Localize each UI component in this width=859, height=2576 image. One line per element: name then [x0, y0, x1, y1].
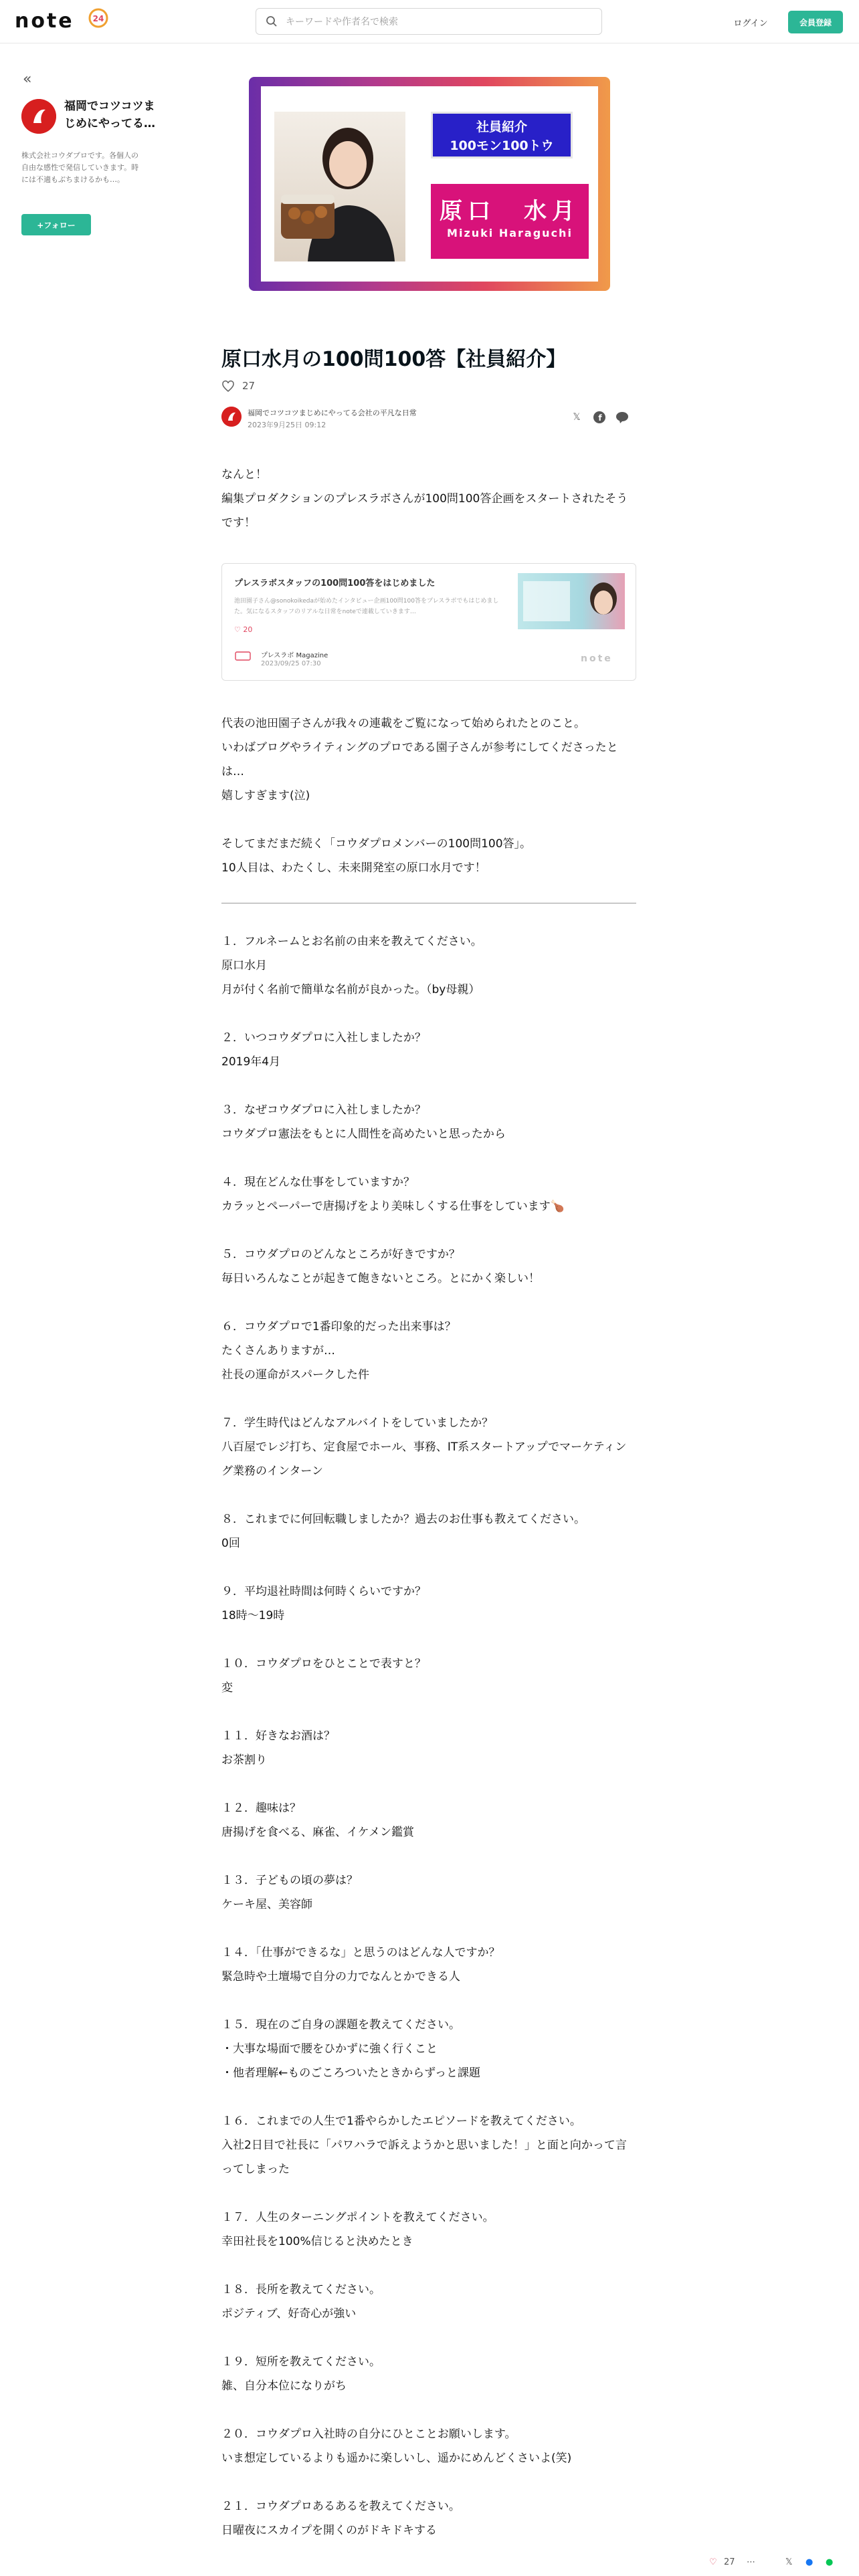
login-button[interactable]: ログイン: [723, 11, 779, 33]
answer: 八百屋でレジ打ち、定食屋でホール、事務、IT系スタートアップでマーケティング業務のインターン: [221, 1440, 627, 1478]
x-share-icon[interactable]: 𝕏: [573, 412, 581, 423]
card-magazine-name[interactable]: プレスラボ Magazine: [261, 652, 328, 659]
embedded-article-card[interactable]: [221, 563, 636, 681]
question: ３．なぜコウダプロに入社しましたか？: [221, 1103, 426, 1117]
hero-tag1-line1: 社員紹介: [476, 120, 527, 134]
footer-x-icon[interactable]: 𝕏: [785, 2557, 793, 2567]
intro-line: 編集プロダクションのプレスラボさんが100問100答企画をスタートされたそうです！: [221, 492, 628, 530]
bottom-action-bar: [698, 2549, 859, 2576]
creator-description: 株式会社コウダプロです。各個人の自由な感性で発信していきます。時には不適もぶちまけるかも…。: [21, 151, 139, 184]
qa-item: [221, 1026, 638, 1074]
publish-date: 2023年9月25日 09:12: [248, 421, 326, 429]
question: １９．短所を教えてください。: [221, 2355, 381, 2369]
qa-item: [221, 1724, 638, 1772]
question: ２．いつコウダプロに入社しましたか？: [221, 1031, 426, 1045]
question: １０．コウダプロをひとことで表すと？: [221, 1657, 426, 1671]
card-like-number: 20: [243, 625, 253, 634]
answer: 0回: [221, 1537, 240, 1550]
follow-button[interactable]: +フォロー: [21, 214, 91, 235]
question: ５．コウダプロのどんなところが好きですか？: [221, 1248, 460, 1261]
question: １８．長所を教えてください。: [221, 2283, 381, 2296]
answer: 18時〜19時: [221, 1609, 285, 1622]
footer-like-count: 27: [724, 2557, 735, 2567]
qa-item: [221, 1652, 638, 1700]
hero-name-plate: [431, 184, 589, 259]
card-thumbnail: [518, 573, 625, 629]
answer: ポジティブ、好奇心が強い: [221, 2307, 357, 2321]
answer: ・他者理解←ものごころついたときからずっと課題: [221, 2066, 481, 2080]
question: ２０．コウダプロ入社時の自分にひとことお願いします。: [221, 2428, 516, 2441]
question: ７．学生時代はどんなアルバイトをしていましたか？: [221, 1416, 494, 1430]
eyecatch-frame: [261, 86, 598, 282]
answer: 毎日いろんなことが起きて飽きないところ。とにかく楽しい！: [221, 1272, 540, 1285]
article-intro: [221, 463, 638, 535]
qa-list: [221, 930, 638, 2567]
magazine-icon: [234, 651, 252, 661]
qa-item: [221, 1098, 638, 1146]
answer: 幸田社長を100%信じると決めたとき: [221, 2235, 413, 2248]
body-line: 10人目は、わたくし、未来開発室の原口水月です！: [221, 861, 486, 875]
question: １５．現在のご自身の課題を教えてください。: [221, 2018, 460, 2032]
question: １４．「仕事ができるな」と思うのはどんな人ですか？: [221, 1946, 500, 1959]
answer: コウダプロ憲法をもとに人間性を高めたいと思ったから: [221, 1128, 506, 1141]
footer-comment-icon[interactable]: ⋯: [747, 2557, 755, 2567]
body-line: 代表の池田園子さんが我々の連載をご覧になって始められたとのこと。: [221, 717, 585, 730]
answer: ・大事な場面で腰をひかずに強く行くこと: [221, 2042, 438, 2056]
card-like-count: ♡ 20: [234, 625, 253, 634]
search-box[interactable]: [256, 8, 602, 35]
question: ６．コウダプロで1番印象的だった出来事は？: [221, 1320, 456, 1333]
qa-item: [221, 930, 638, 1002]
question: ４．現在どんな仕事をしていますか？: [221, 1176, 415, 1189]
hero-name-jp: 原口 水月: [440, 198, 580, 225]
qa-item: [221, 1507, 638, 1555]
answer: 緊急時や土壇場で自分の力でなんとかできる人: [221, 1970, 460, 1983]
question: １．フルネームとお名前の由来を教えてください。: [221, 935, 482, 948]
question: ８．これまでに何回転職しましたか？過去のお仕事も教えてください。: [221, 1513, 585, 1526]
footer-heart-icon[interactable]: ♡: [709, 2557, 717, 2567]
answer: 月が付く名前で簡単な名前が良かった。（by母親）: [221, 983, 480, 996]
answer: お茶割り: [221, 1753, 267, 1767]
qa-item: [221, 1243, 638, 1291]
answer: 雑、自分本位になりがち: [221, 2379, 347, 2393]
qa-item: [221, 1868, 638, 1917]
note-logo[interactable]: note: [15, 9, 74, 33]
site-header: [0, 0, 859, 43]
qa-item: [221, 2494, 638, 2543]
hero-tag1-line2: 100モン100トウ: [450, 138, 554, 153]
answer: 唐揚げを食べる、麻雀、イケメン鑑賞: [221, 1826, 414, 1839]
intro-line: なんと！: [221, 468, 267, 481]
question: １１．好きなお酒は？: [221, 1729, 335, 1743]
portrait-photo: [274, 112, 405, 261]
question: ２１．コウダプロあるあるを教えてください。: [221, 2500, 460, 2513]
question: １７．人生のターニングポイントを教えてください。: [221, 2211, 494, 2224]
footer-facebook-icon[interactable]: ●: [805, 2557, 814, 2567]
card-description: 池田園子さん@sonokoikedaが始めたインタビュー企画100問100答をプレスラボでもはじめました。気になるスタッフのリアルな日常をnoteで連載していきます…: [234, 598, 499, 615]
card-note-logo: note: [581, 653, 613, 664]
like-count: 27: [242, 380, 256, 392]
body-line: [221, 808, 638, 832]
answer: 変: [221, 1681, 233, 1695]
body-line: そしてまだまだ続く「コウダプロメンバーの100問100答」。: [221, 837, 532, 851]
article-after-card: [221, 712, 638, 880]
hero-name-en: Mizuki Haraguchi: [447, 227, 573, 239]
facebook-share-icon[interactable]: [593, 411, 606, 424]
creator-name[interactable]: 福岡でコツコツまじめにやってる…: [64, 100, 155, 130]
svg-text:24: 24: [92, 14, 104, 23]
search-input[interactable]: [284, 13, 581, 31]
qa-item: [221, 2013, 638, 2085]
body-line: 嬉しすぎます(泣): [221, 789, 310, 802]
qa-item: [221, 1580, 638, 1628]
anniversary-badge-icon: [88, 8, 108, 28]
card-title: プレスラボスタッフの100問100答をはじめました: [234, 578, 436, 588]
qa-item: [221, 2350, 638, 2398]
answer: 2019年4月: [221, 1055, 281, 1069]
answer: たくさんありますが…: [221, 1344, 335, 1358]
answer: ケーキ屋、美容師: [221, 1898, 312, 1911]
collapse-sidebar-icon[interactable]: «: [23, 71, 32, 88]
qa-item: [221, 1315, 638, 1387]
line-share-icon[interactable]: [615, 411, 629, 424]
question: １３．子どもの頃の夢は？: [221, 1874, 358, 1887]
author-name[interactable]: 福岡でコツコツまじめにやってる会社の平凡な日常: [248, 409, 417, 417]
answer: 日曜夜にスカイプを開くのがドキドキする: [221, 2524, 437, 2537]
article-title: 原口水月の100問100答【社員紹介】: [221, 348, 567, 371]
answer: いま想定しているよりも遥かに楽しいし、遥かにめんどくさいよ(笑): [221, 2452, 572, 2465]
footer-line-icon[interactable]: ●: [826, 2557, 834, 2567]
question: １６．これまでの人生で1番やらかしたエピソードを教えてください。: [221, 2115, 581, 2128]
heart-icon[interactable]: [221, 380, 235, 393]
body-line: いわばブログやライティングのプロである園子さんが参考にしてくださったとは…: [221, 741, 618, 778]
search-icon: [266, 15, 278, 27]
qa-item: [221, 1170, 638, 1218]
qa-item: [221, 1411, 638, 1483]
answer: 社長の運命がスパークした件: [221, 1368, 369, 1382]
qa-item: [221, 2206, 638, 2254]
card-date: 2023/09/25 07:30: [261, 660, 321, 667]
qa-item: [221, 1941, 638, 1989]
question: ９．平均退社時間は何時くらいですか？: [221, 1585, 426, 1598]
creator-avatar[interactable]: [21, 99, 56, 134]
eyecatch-image: [249, 77, 610, 291]
question: １２．趣味は？: [221, 1802, 301, 1815]
hero-tag-staff-intro: [431, 112, 573, 158]
answer: カラッとペーパーで唐揚げをより美味しくする仕事をしています🍗: [221, 1200, 565, 1213]
qa-item: [221, 2278, 638, 2326]
qa-item: [221, 1796, 638, 1844]
qa-item: [221, 2422, 638, 2470]
qa-item: [221, 2109, 638, 2181]
answer: 原口水月: [221, 959, 267, 972]
author-avatar[interactable]: [221, 407, 242, 427]
answer: 入社2日目で社長に「パワハラで訴えようかと思いました！」と面と向かって言ってしまった: [221, 2139, 627, 2176]
register-button[interactable]: 会員登録: [788, 11, 843, 33]
svg-text:f: f: [598, 413, 602, 423]
